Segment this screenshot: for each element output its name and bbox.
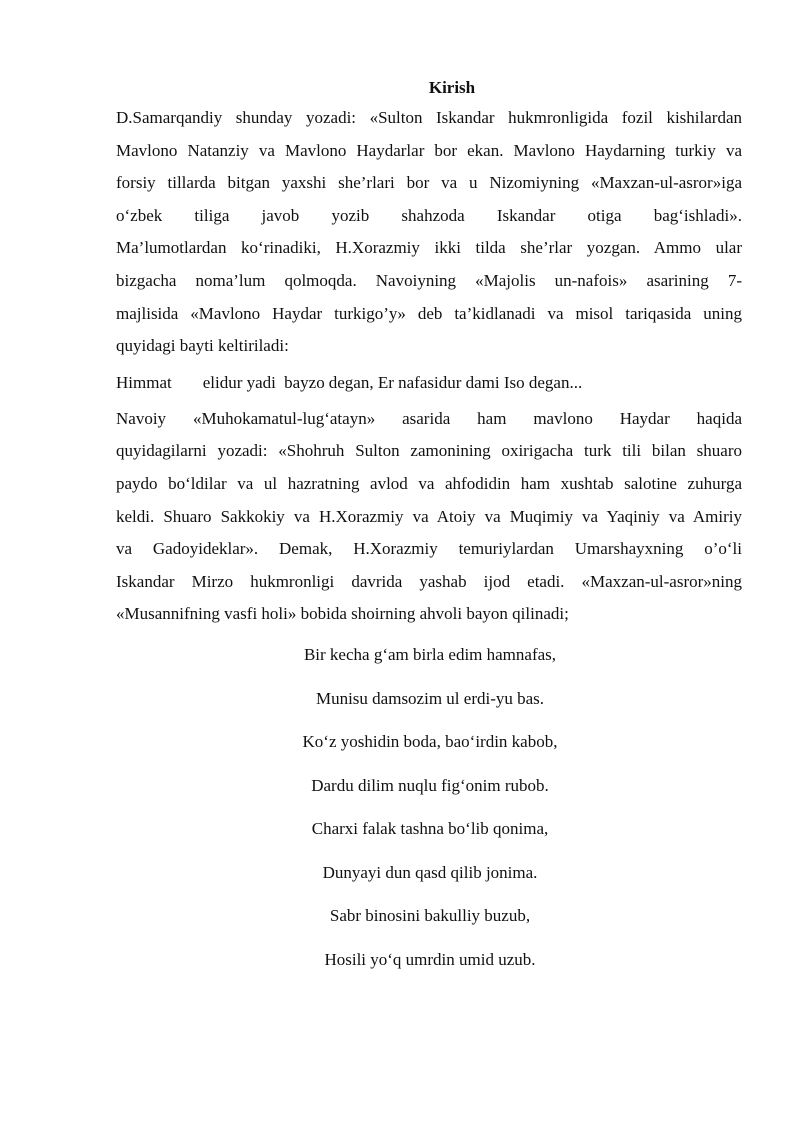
poem-block — [116, 633, 742, 982]
text-line: Mavlono Natanziy va Mavlono Haydarlar bor ekan. Mavlono Haydarning turkiy va — [116, 140, 742, 160]
bayt-word: degan, Er nafasidur dami Iso degan... — [328, 372, 583, 392]
text-line: paydo bo‘ldilar va ul hazratning avlod va ahfodidin ham xushtab salotine zuhurga — [116, 473, 742, 493]
text-line: Ma’lumotlardan ko‘rinadiki, H.Xorazmiy ikki tilda she’rlar yozgan. Ammo ular — [116, 238, 742, 258]
text-line: va Gadoyideklar». Demak, H.Xorazmiy temuriylardan Umarshayxning o’o‘li — [116, 539, 742, 559]
poem-line: Ko‘z yoshidin boda, bao‘irdin kabob, — [302, 732, 558, 752]
text-line: forsiy tillarda bitgan yaxshi she’rlari bor va u Nizomiyning «Maxzan-ul-asror»iga — [116, 173, 742, 193]
text-line: majlisida «Mavlono Haydar turkigo’y» deb ta’kidlanadi va misol tariqasida uning — [116, 303, 742, 323]
text-line: keldi. Shuaro Sakkokiy va H.Xorazmiy va Atoiy va Muqimiy va Yaqiniy va Amiriy — [116, 506, 742, 526]
text-line: D.Samarqandiy shunday yozadi: «Sulton Iskandar hukmronligida fozil kishilardan — [116, 108, 742, 127]
paragraph-intro — [116, 102, 742, 363]
text-line: Navoiy «Muhokamatul-lug‘atayn» asarida ham mavlono Haydar haqida — [116, 408, 742, 428]
poem-line: Hosili yo‘q umrdin umid uzub. — [324, 950, 536, 970]
poem-line: Charxi falak tashna bo‘lib qonima, — [311, 819, 549, 839]
paragraph-navoiy — [116, 403, 742, 631]
poem-line: Bir kecha g‘am birla edim hamnafas, — [303, 644, 557, 664]
quoted-bayt — [116, 367, 742, 399]
bayt-word: elidur yadi — [202, 372, 276, 392]
poem-line: Dunyayi dun qasd qilib jonima. — [322, 862, 538, 882]
bayt-word: Himmat — [116, 372, 172, 392]
bayt-word: bayzo — [284, 372, 325, 392]
text-line: quyidagilarni yozadi: «Shohruh Sulton zamonining oxirigacha turk tili bilan shuaro — [116, 441, 742, 461]
poem-line: Munisu damsozim ul erdi-yu bas. — [315, 688, 545, 708]
document-title: Kirish — [428, 78, 476, 97]
poem-line: Dardu dilim nuqlu fig‘onim rubob. — [311, 775, 549, 795]
document-page — [116, 76, 742, 982]
text-line: quyidagi bayti keltiriladi: — [116, 336, 289, 356]
text-line: Iskandar Mirzo hukmronligi davrida yashab ijod etadi. «Maxzan-ul-asror»ning — [116, 571, 742, 591]
text-line: o‘zbek tiliga javob yozib shahzoda Iskandar otiga bag‘ishladi». — [116, 205, 742, 225]
text-line: «Musannifning vasfi holi» bobida shoirning ahvoli bayon qilinadi; — [116, 604, 569, 624]
text-line: bizgacha noma’lum qolmoqda. Navoiyning «Majolis un-nafois» asarining 7- — [116, 270, 742, 290]
poem-line: Sabr binosini bakulliy buzub, — [329, 906, 531, 926]
